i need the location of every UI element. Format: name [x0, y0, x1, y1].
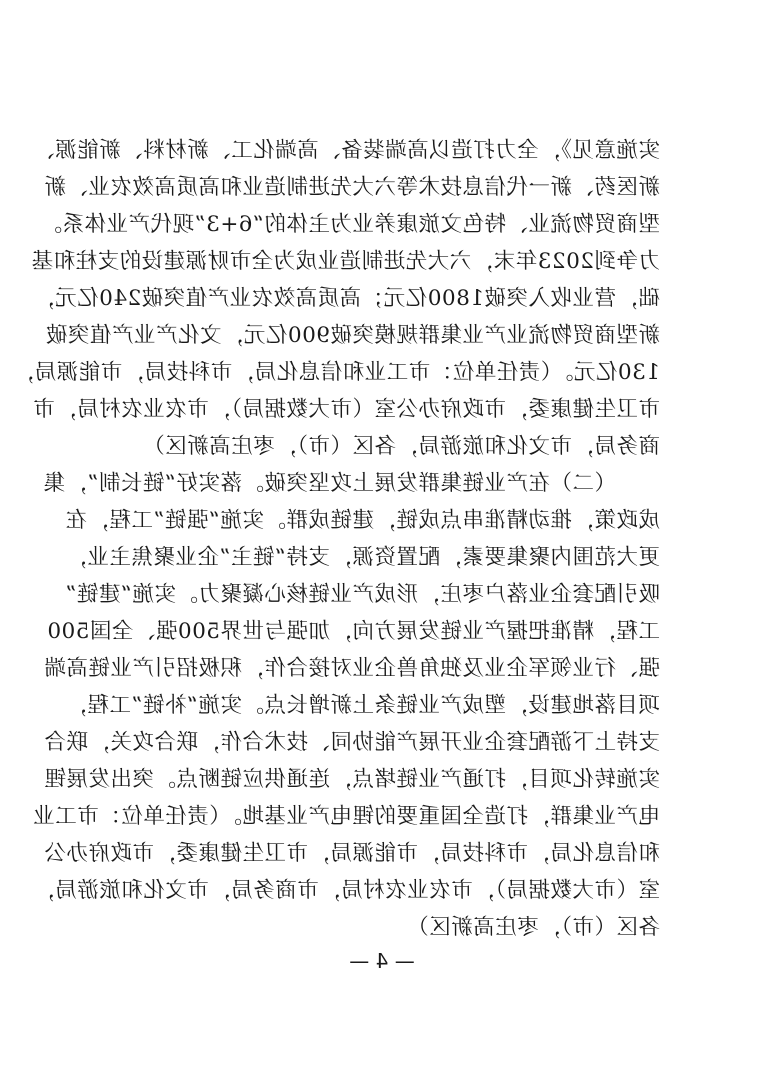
text-line: 支持上下游配套企业开展产能协同、技术合作，联合攻关，联合 — [43, 730, 660, 755]
text-line: 新医药、新一代信息技术等六大先进制造业和高质高效农业、新 — [43, 175, 660, 200]
section-heading-line: （二）在产业链集群发展上攻坚突破。落实好“链长制”，集 — [43, 471, 616, 496]
text-line: 各区（市），枣庄高新区） — [406, 915, 660, 940]
text-line: 更大范围内聚集要素，配置资源，支持“链主”企业聚焦主业， — [65, 545, 660, 570]
text-line: 项目落地建设，塑成产业链条上新增长点。实施“补链”工程， — [65, 693, 660, 718]
text-line: 础，营业收入突破1800亿元；高质高效农业产值突破240亿元， — [32, 286, 660, 311]
text-line: 电产业集群，打造全国重要的锂电产业基地。（责任单位：市工业 — [32, 804, 660, 829]
text-line: 成政策，推动精准串点成链，建链成群。实施“强链”工程，在 — [65, 508, 660, 533]
text-line: 和信息化局，市科技局，市能源局，市卫生健康委，市政府办公 — [43, 841, 660, 866]
text-line: 商务局，市文化和旅游局，各区（市），枣庄高新区） — [142, 434, 660, 459]
text-line: 实施意见》，全力打造以高端装备、高端化工、新材料、新能源、 — [32, 138, 660, 163]
text-line: 实施转化项目，打通产业链堵点，连通供应链断点。突出发展锂 — [43, 767, 660, 792]
page-number: — 4 — — [349, 949, 415, 973]
text-line: 吸引配套企业落户枣庄，形成产业链核心凝聚力。实施“建链” — [65, 582, 660, 607]
text-line: 室（市大数据局），市农业农村局，市商务局，市文化和旅游局， — [32, 878, 660, 903]
text-line: 力争到2023年末，六大先进制造业成为全市财源建设的支柱和基 — [31, 249, 660, 274]
text-line: 强、行业领军企业及独角兽企业对接合作，积极招引产业链高端 — [43, 656, 660, 681]
text-line: 市卫生健康委，市政府办公室（市大数据局），市农业农村局，市 — [32, 397, 660, 422]
text-line: 130亿元。（责任单位：市工业和信息化局，市科技局，市能源局， — [12, 360, 660, 385]
text-line: 新型商贸物流业产业集群规模突破900亿元，文化产业产值突破 — [45, 323, 660, 348]
text-line: 型商贸物流业、特色文旅康养业为主体的“6+3”现代产业体系。 — [40, 212, 660, 237]
text-line: 工程，精准把握产业链发展方向，加强与世界500强、全国500 — [46, 619, 660, 644]
